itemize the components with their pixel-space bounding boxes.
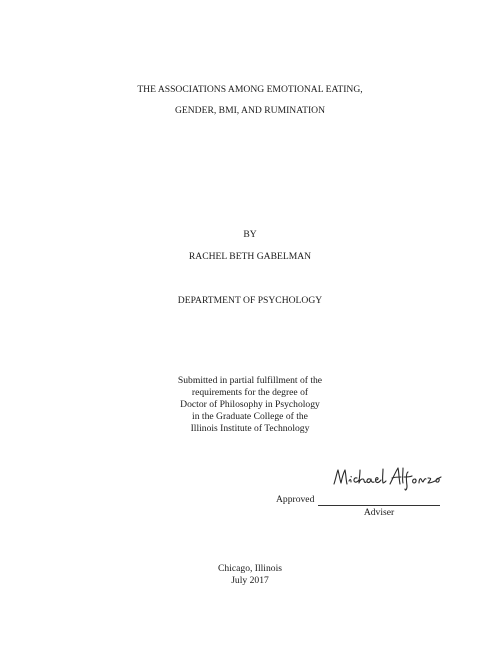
author-name: RACHEL BETH GABELMAN (188, 251, 312, 262)
thesis-title-line-1: THE ASSOCIATIONS AMONG EMOTIONAL EATING, (137, 84, 363, 95)
submission-line-2: requirements for the degree of (191, 387, 309, 398)
signature-line (318, 505, 440, 506)
submission-line-4: in the Graduate College of the (192, 411, 308, 422)
location: Chicago, Illinois (218, 563, 282, 574)
approved-label: Approved (276, 494, 315, 505)
date: July 2017 (231, 575, 269, 586)
submission-line-1: Submitted in partial fulfillment of the (177, 375, 323, 386)
submission-line-3: Doctor of Philosophy in Psychology (180, 399, 320, 410)
adviser-signature (332, 464, 442, 492)
approval-block (276, 494, 446, 524)
adviser-label: Adviser (363, 507, 395, 518)
thesis-title-line-2: GENDER, BMI, AND RUMINATION (174, 105, 326, 116)
submission-line-5: Illinois Institute of Technology (190, 423, 310, 434)
by-label: BY (243, 229, 257, 240)
submission-statement (0, 375, 500, 435)
department-name: DEPARTMENT OF PSYCHOLOGY (177, 295, 323, 306)
